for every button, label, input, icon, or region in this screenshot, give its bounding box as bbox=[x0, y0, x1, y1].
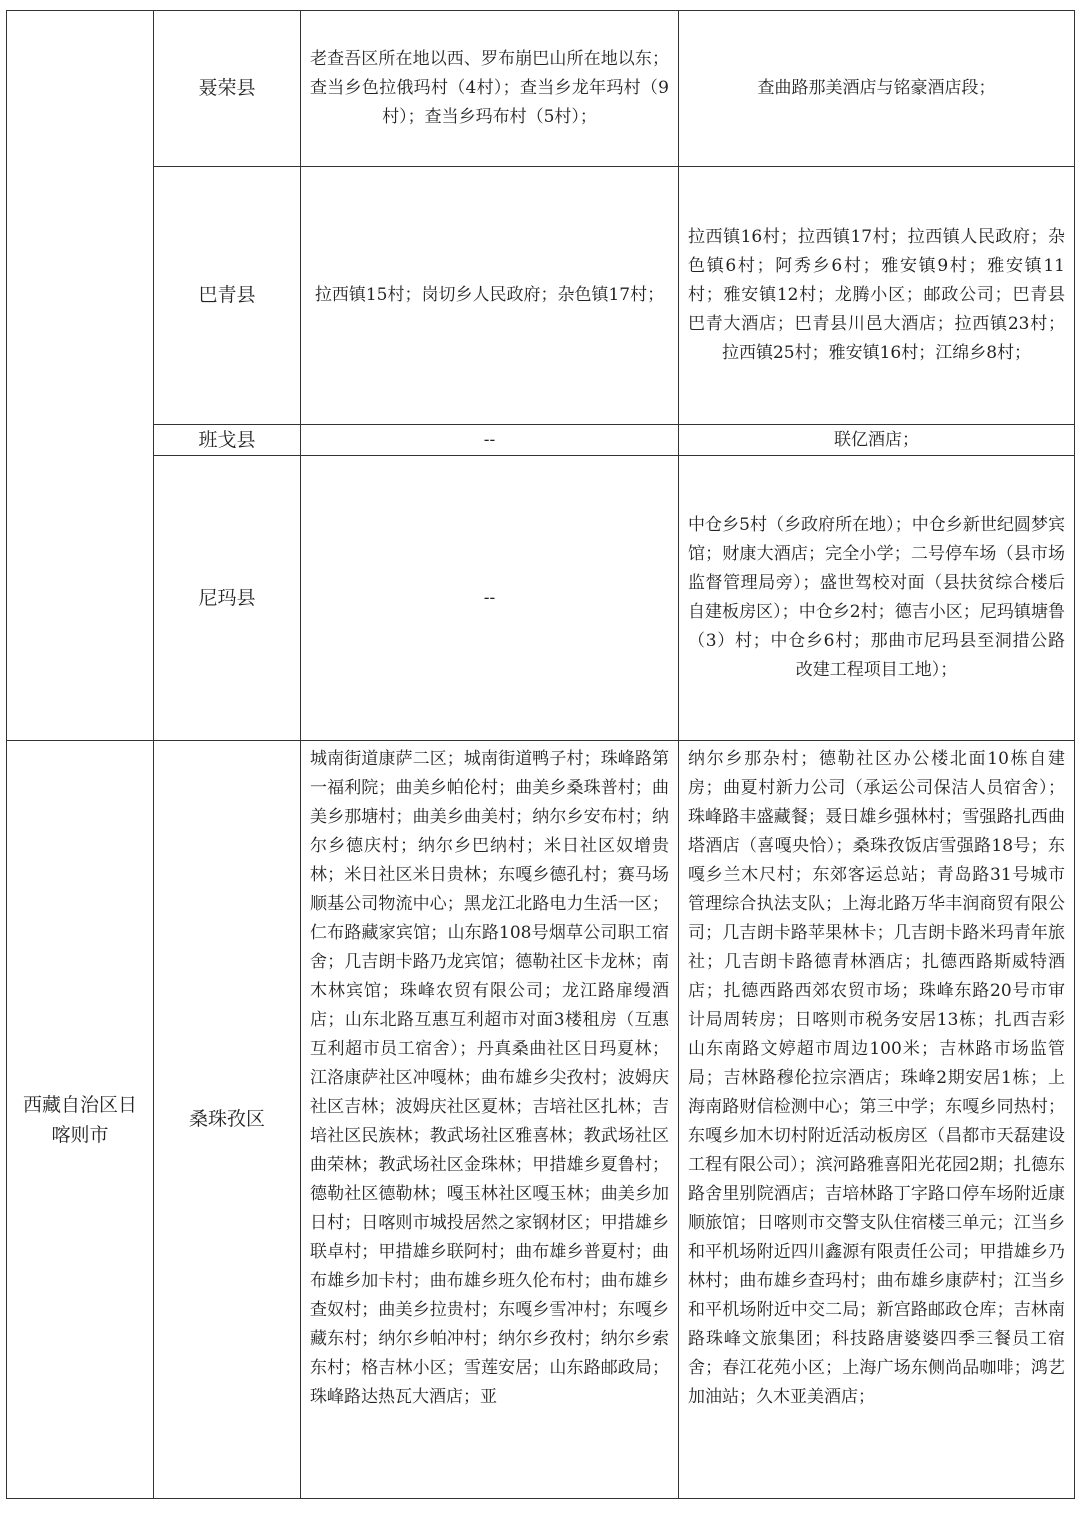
county-cell: 班戈县 bbox=[154, 425, 301, 456]
table-row bbox=[7, 167, 1075, 425]
table-row bbox=[7, 741, 1075, 1499]
risk-area-table bbox=[6, 10, 1075, 1499]
county-cell: 桑珠孜区 bbox=[154, 741, 301, 1499]
high-risk-cell: -- bbox=[301, 456, 679, 741]
city-cell-continued bbox=[7, 11, 154, 741]
high-risk-text: 城南街道康萨二区；城南街道鸭子村；珠峰路第一福利院；曲美乡帕伦村；曲美乡桑珠普村；曲美乡那塘村；曲美乡曲美村；纳尔乡安布村；纳尔乡德庆村；纳尔乡巴纳村；米日社区奴增贵林；米日社区米日贵林；东嘎乡德孔村；赛马场顺基公司物流中心；黑龙江北路电力生活一区；仁布路藏家宾馆；山东路108号烟草公司职工宿舍；几吉朗卡路乃龙宾馆；德勒社区卡龙林；南木林宾馆；珠峰农贸有限公司；龙江路扉缦酒店；山东北路互惠互利超市对面3楼租房（互惠互利超市员工宿舍）；丹真桑曲社区日玛夏林；江洛康萨社区冲嘎林；曲布雄乡尖孜村；波姆庆社区吉林；波姆庆社区夏林；吉培社区扎林；吉培社区民族林；教武场社区雅喜林；教武场社区曲荣林；教武场社区金珠林；甲措雄乡夏鲁村；德勒社区德勒林；嘎玉林社区嘎玉林；曲美乡加日村；日喀则市城投居然之家钢材区；甲措雄乡联卓村；甲措雄乡联阿村；曲布雄乡普夏村；曲布雄乡加卡村；曲布雄乡班久伦布村；曲布雄乡查奴村；曲美乡拉贵村；东嘎乡雪冲村；东嘎乡藏东村；纳尔乡帕冲村；纳尔乡孜村；纳尔乡索东村；格吉林小区；雪莲安居；山东路邮政局；珠峰路达热瓦大酒店；亚 bbox=[310, 749, 669, 1407]
mid-risk-text: 纳尔乡那杂村；德勒社区办公楼北面10栋自建房；曲夏村新力公司（承运公司保洁人员宿舍）；珠峰路丰盛藏餐；聂日雄乡强林村；雪强路扎西曲塔酒店（喜嘎央恰）；桑珠孜饭店雪强路18号；东嘎乡兰木尺村；东郊客运总站；青岛路31号城市管理综合执法支队；上海北路万华丰润商贸有限公司；几吉朗卡路苹果林卡；几吉朗卡路米玛青年旅社；几吉朗卡路德青林酒店；扎德西路斯威特酒店；扎德西路西郊农贸市场；珠峰东路20号市审计局周转房；日喀则市税务安居13栋；扎西吉彩山东南路文婷超市周边100米；吉林路市场监管局；吉林路穆伦拉宗酒店；珠峰2期安居1栋；上海南路财信检测中心；第三中学；东嘎乡同热村；东嘎乡加木切村附近活动板房区（昌都市天磊建设工程有限公司）；滨河路雅喜阳光花园2期；扎德东路舍里别院酒店；吉培林路丁字路口停车场附近康顺旅馆；日喀则市交警支队住宿楼三单元；江当乡和平机场附近四川鑫源有限责任公司；甲措雄乡乃林村；曲布雄乡查玛村；曲布雄乡康萨村；江当乡和平机场附近中交二局；新宫路邮政仓库；吉林南路珠峰文旅集团；科技路唐婆婆四季三餐员工宿舍；春江花苑小区；上海广场东侧尚品咖啡；鸿艺加油站；久木亚美酒店； bbox=[688, 749, 1065, 1407]
table-row bbox=[7, 11, 1075, 167]
table-row bbox=[7, 425, 1075, 456]
mid-risk-cell: 联亿酒店； bbox=[679, 425, 1075, 456]
county-cell: 聂荣县 bbox=[154, 11, 301, 167]
city-cell: 西藏自治区日喀则市 bbox=[7, 741, 154, 1499]
county-cell: 巴青县 bbox=[154, 167, 301, 425]
high-risk-cell: 老查吾区所在地以西、罗布崩巴山所在地以东；查当乡色拉俄玛村（4村）；查当乡龙年玛村（9村）；查当乡玛布村（5村）； bbox=[301, 11, 679, 167]
high-risk-cell bbox=[301, 741, 679, 1499]
table-row bbox=[7, 456, 1075, 741]
county-cell: 尼玛县 bbox=[154, 456, 301, 741]
mid-risk-cell: 中仓乡5村（乡政府所在地）；中仓乡新世纪圆梦宾馆；财康大酒店；完全小学；二号停车场（县市场监督管理局旁）；盛世驾校对面（县扶贫综合楼后自建板房区）；中仓乡2村；德吉小区；尼玛镇塘鲁（3）村；中仓乡6村；那曲市尼玛县至洞措公路改建工程项目工地）； bbox=[679, 456, 1075, 741]
mid-risk-cell: 查曲路那美酒店与铭豪酒店段； bbox=[679, 11, 1075, 167]
mid-risk-cell: 拉西镇16村；拉西镇17村；拉西镇人民政府；杂色镇6村；阿秀乡6村；雅安镇9村；雅安镇11村；雅安镇12村；龙腾小区；邮政公司；巴青县巴青大酒店；巴青县川邑大酒店；拉西镇23村；拉西镇25村；雅安镇16村；江绵乡8村； bbox=[679, 167, 1075, 425]
high-risk-cell: 拉西镇15村；岗切乡人民政府；杂色镇17村； bbox=[301, 167, 679, 425]
high-risk-cell: -- bbox=[301, 425, 679, 456]
mid-risk-cell bbox=[679, 741, 1075, 1499]
